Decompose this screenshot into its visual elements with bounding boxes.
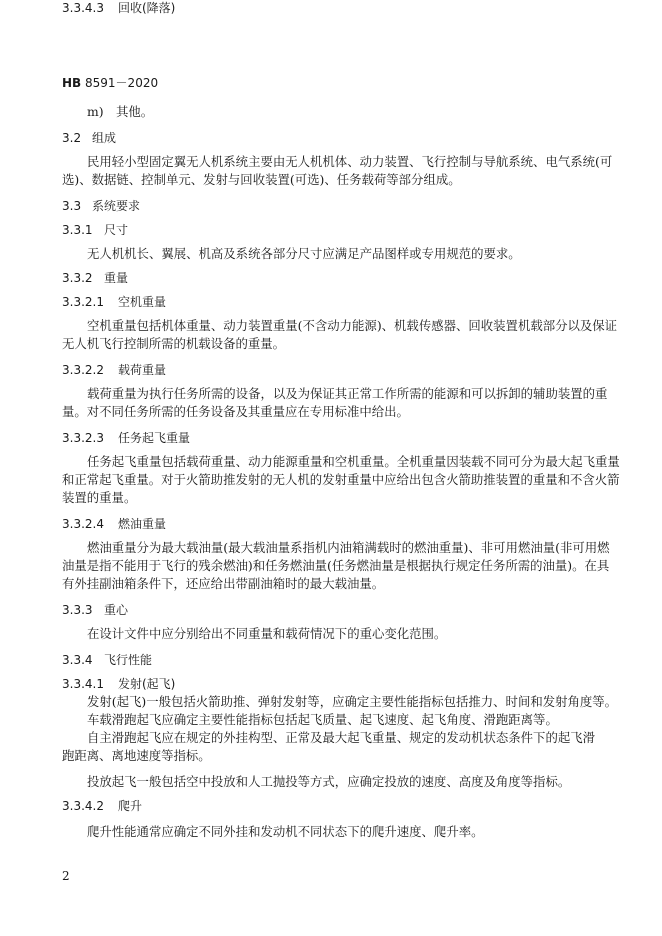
section-title: 燃油重量 bbox=[118, 517, 167, 531]
section-title: 重量 bbox=[104, 271, 129, 285]
paragraph-line: 车载滑跑起飞应确定主要性能指标包括起飞质量、起飞速度、起飞角度、滑跑距离等。 bbox=[87, 712, 558, 727]
document-header bbox=[62, 74, 158, 91]
section-title: 载荷重量 bbox=[118, 363, 167, 377]
section-title: 重心 bbox=[104, 603, 129, 617]
section-title: 任务起飞重量 bbox=[118, 431, 191, 445]
paragraph-line: 无人机飞行控制所需的机载设备的重量。 bbox=[62, 336, 286, 351]
paragraph-line: m) 其他。 bbox=[87, 104, 154, 119]
section-number: 3.3.3 bbox=[62, 603, 93, 617]
section-number: 3.3.2.1 bbox=[62, 295, 104, 309]
section-title: 空机重量 bbox=[118, 295, 167, 309]
section-number: 3.3.2.3 bbox=[62, 431, 104, 445]
paragraph-line: 无人机机长、翼展、机高及系统各部分尺寸应满足产品图样或专用规范的要求。 bbox=[87, 246, 521, 261]
section-number: 3.3.2.2 bbox=[62, 363, 104, 377]
paragraph-line: 装置的重量。 bbox=[62, 490, 137, 505]
paragraph-line: 在设计文件中应分别给出不同重量和载荷情况下的重心变化范围。 bbox=[87, 626, 447, 641]
section-title: 爬升 bbox=[118, 799, 143, 813]
section-heading bbox=[62, 130, 116, 146]
section-heading bbox=[62, 222, 128, 238]
section-heading bbox=[62, 294, 166, 310]
section-number: 3.3.4 bbox=[62, 653, 93, 667]
section-heading bbox=[62, 652, 152, 668]
section-heading bbox=[62, 362, 166, 378]
section-number: 3.3.1 bbox=[62, 223, 93, 237]
section-title: 飞行性能 bbox=[104, 653, 153, 667]
section-number: 3.3.4.3 bbox=[62, 1, 104, 15]
section-number: 3.3.4.2 bbox=[62, 799, 104, 813]
paragraph-line: 载荷重量为执行任务所需的设备，以及为保证其正常工作所需的能源和可以拆卸的辅助装置的重 bbox=[87, 386, 608, 401]
section-heading bbox=[62, 602, 128, 618]
section-heading bbox=[62, 516, 166, 532]
section-heading bbox=[62, 0, 175, 16]
section-title: 回收(降落) bbox=[118, 1, 176, 15]
paragraph-line: 跑距离、离地速度等指标。 bbox=[62, 748, 211, 763]
section-heading bbox=[62, 676, 175, 692]
section-number: 3.3.2 bbox=[62, 271, 93, 285]
paragraph-line: 燃油重量分为最大载油量(最大载油量系指机内油箱满载时的燃油重量)、非可用燃油量(非可用燃 bbox=[87, 540, 610, 555]
standard-code: 8591－2020 bbox=[81, 76, 159, 90]
section-title: 尺寸 bbox=[104, 223, 129, 237]
paragraph-line: 民用轻小型固定翼无人机系统主要由无人机机体、动力装置、飞行控制与导航系统、电气系统(可 bbox=[87, 154, 613, 169]
section-heading bbox=[62, 798, 142, 814]
section-heading bbox=[62, 270, 128, 286]
paragraph-line: 自主滑跑起飞应在规定的外挂构型、正常及最大起飞重量、规定的发动机状态条件下的起飞滑 bbox=[87, 730, 596, 745]
page-number: 2 bbox=[62, 869, 70, 883]
paragraph-line: 有外挂副油箱条件下，还应给出带副油箱时的最大载油量。 bbox=[62, 576, 385, 591]
section-number: 3.3.4.1 bbox=[62, 677, 104, 691]
paragraph-line: 量。对不同任务所需的任务设备及其重量应在专用标准中给出。 bbox=[62, 404, 409, 419]
paragraph-line: 选)、数据链、控制单元、发射与回收装置(可选)、任务载荷等部分组成。 bbox=[62, 172, 461, 187]
section-title: 系统要求 bbox=[92, 199, 141, 213]
paragraph-line: 任务起飞重量包括载荷重量、动力能源重量和空机重量。全机重量因装载不同可分为最大起飞重量 bbox=[87, 454, 620, 469]
section-number: 3.3 bbox=[62, 199, 82, 213]
standard-prefix: HB bbox=[62, 76, 82, 90]
paragraph-line: 投放起飞一般包括空中投放和人工抛投等方式，应确定投放的速度、高度及角度等指标。 bbox=[87, 774, 571, 789]
section-heading bbox=[62, 430, 190, 446]
section-heading bbox=[62, 198, 140, 214]
section-number: 3.2 bbox=[62, 131, 82, 145]
paragraph-line: 和正常起飞重量。对于火箭助推发射的无人机的发射重量中应给出包含火箭助推装置的重量和不含火箭 bbox=[62, 472, 620, 487]
paragraph-line: 空机重量包括机体重量、动力装置重量(不含动力能源)、机载传感器、回收装置机载部分以及保证 bbox=[87, 318, 618, 333]
section-title: 发射(起飞) bbox=[118, 677, 176, 691]
paragraph-line: 油量是指不能用于飞行的残余燃油)和任务燃油量(任务燃油量是根据执行规定任务所需的油量)。在具 bbox=[62, 558, 610, 573]
section-title: 组成 bbox=[92, 131, 117, 145]
paragraph-line: 发射(起飞)一般包括火箭助推、弹射发射等，应确定主要性能指标包括推力、时间和发射角度等。 bbox=[87, 694, 618, 709]
paragraph-line: 爬升性能通常应确定不同外挂和发动机不同状态下的爬升速度、爬升率。 bbox=[87, 824, 484, 839]
section-number: 3.3.2.4 bbox=[62, 517, 104, 531]
